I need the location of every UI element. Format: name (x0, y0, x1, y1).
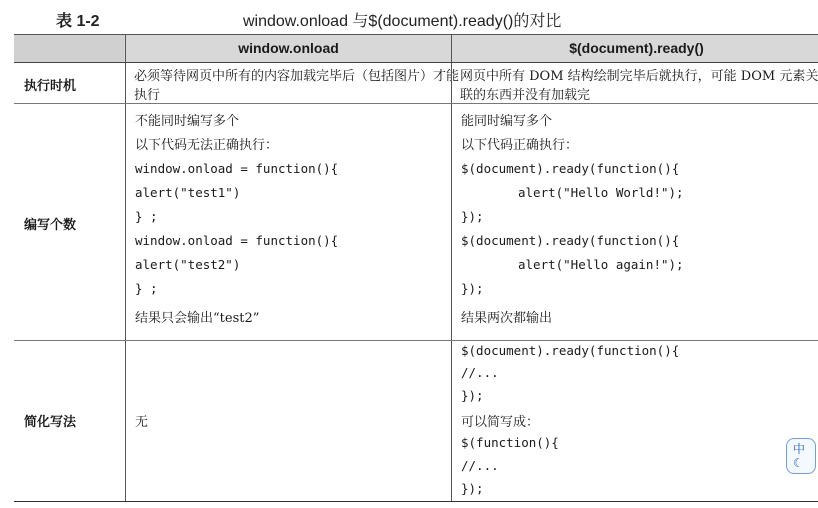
onload-shorthand-cell (125, 341, 451, 501)
code-line: $(document).ready(function(){ (461, 161, 680, 176)
onload-count-cell (125, 104, 451, 340)
code-line: alert("Hello again!"); (518, 257, 684, 272)
table-caption (0, 0, 818, 34)
ready-timing-cell: 网页中所有 DOM 结构绘制完毕后就执行，可能 DOM 元素关联的东西并没有加载完 (451, 63, 818, 103)
ready-count-cell (451, 104, 818, 340)
header-window-onload: window.onload (125, 35, 451, 62)
code-line: alert("test2") (135, 257, 241, 272)
code-line: alert("Hello World!"); (518, 185, 684, 200)
cell-text: 结果两次都输出 (461, 311, 553, 326)
code-line: //... (461, 365, 499, 380)
code-line: $(function(){ (461, 435, 559, 450)
moon-icon: ☾ (793, 456, 804, 470)
ready-shorthand-cell (451, 341, 818, 501)
row-label: 执行时机 (24, 79, 77, 94)
table-row-count (14, 104, 818, 341)
row-label: 简化写法 (24, 415, 77, 430)
code-line: window.onload = function(){ (135, 161, 339, 176)
row-label-cell (14, 63, 124, 103)
code-line: } ; (135, 209, 158, 224)
code-line: } ; (135, 281, 158, 296)
cell-text: 可以简写成： (461, 415, 540, 430)
cell-text: 无 (135, 415, 149, 430)
comparison-table (14, 34, 818, 503)
header-empty (14, 35, 124, 62)
code-line: }); (461, 281, 484, 296)
table-row-timing (14, 63, 818, 104)
table-row-shorthand (14, 341, 818, 502)
code-line: }); (461, 388, 484, 403)
row-label-cell (14, 104, 124, 340)
row-label-cell (14, 341, 124, 501)
table-title: window.onload 与$(document).ready()的对比 (243, 13, 562, 30)
table-header-row (14, 35, 818, 63)
cell-text: 结果只会输出“test2” (135, 311, 260, 326)
row-label: 编写个数 (24, 218, 77, 233)
ime-toggle-button[interactable] (786, 438, 816, 474)
code-line: alert("test1") (135, 185, 241, 200)
onload-timing-cell: 必须等待网页中所有的内容加载完毕后（包括图片）才能执行 (125, 63, 465, 103)
code-line: $(document).ready(function(){ (461, 233, 680, 248)
cell-text: 不能同时编写多个 (135, 114, 240, 129)
cell-text: 以下代码正确执行： (461, 138, 579, 153)
code-line: }); (461, 481, 484, 496)
ime-label: 中 (793, 442, 806, 456)
code-line: }); (461, 209, 484, 224)
header-document-ready: $(document).ready() (451, 35, 818, 62)
table-number: 表 1-2 (56, 13, 100, 30)
cell-text: 能同时编写多个 (461, 114, 553, 129)
cell-text: 以下代码无法正确执行： (135, 138, 279, 153)
code-line: //... (461, 458, 499, 473)
code-line: window.onload = function(){ (135, 233, 339, 248)
code-line: $(document).ready(function(){ (461, 343, 680, 358)
